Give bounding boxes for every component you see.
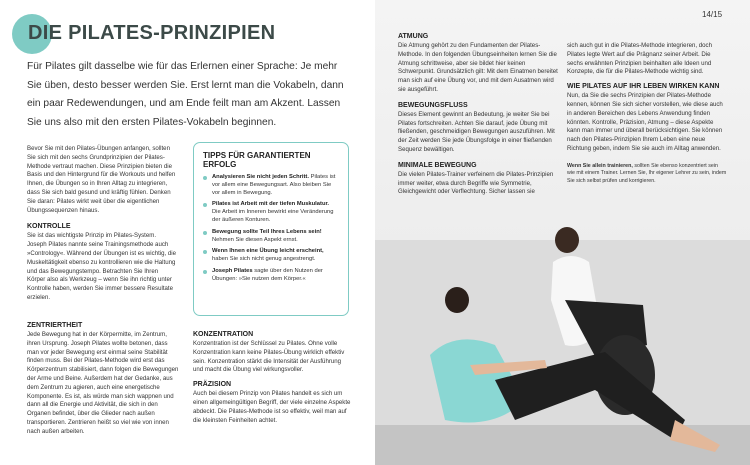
tip-text: Pilates ist vor allem eine Bewegungsart. Also bleiben Sie vor allem in Bewegung. [212,174,336,196]
tip-item [203,248,339,264]
photo-caption [567,163,727,186]
tip-item [203,174,339,197]
minimale-bewegung-text: Die vielen Pilates-Trainer verfeinern die Pilates-Prinzipien immer weiter, etwa durch Begriffe wie Symmetrie, Gleichgewicht oder Verflechtung. Sicher lassen sie [398,170,554,196]
tip-item [203,268,339,284]
kontrolle-text: Sie ist das wichtigste Prinzip im Pilates-System. Joseph Pilates nannte seine Trainingsmethode auch »Contrology«. Während der Übungen ist es wichtig, die Muskeltätigkeit ebenso zu kontrollieren wie die Haltung und das Bewegungstempo. Betrachten Sie Ihren Körper also als Werkzeug – wenn Sie ihn richtig unter Kontrolle haben, werden Sie immer bessere Resultate erzielen. [27,232,177,301]
pilates-integration-text: sich auch gut in die Pilates-Methode integrieren, doch Pilates legte Wert auf die Prägnanz seiner Arbeit. Die sechs erwähnten Prinzipien beinhalten alle Ideen und Konzepte, die für die Pilates-Methode wichtig sind. [567,42,712,76]
tip-text: Die Arbeit im Inneren bewirkt eine Veränderung der äußeren Konturen. [212,209,334,223]
tip-bold: Bewegung sollte Teil Ihres Lebens sein! [212,228,322,235]
heading-minimale-bewegung: MINIMALE BEWEGUNG [398,161,477,169]
heading-praezision: PRÄZISION [193,381,232,389]
page-title: DIE PILATES-PRINZIPIEN [28,22,276,44]
heading-zentrierheit: ZENTRIERTHEIT [27,322,83,329]
left-column [27,145,177,303]
page-number: 14/15 [702,10,723,19]
heading-wie-pilates-wirkt: WIE PILATES AUF IHR LEBEN WIRKEN KANN [567,83,720,91]
tip-bold: Analysieren Sie nicht jeden Schritt. [212,174,309,180]
caption-text: sollten Sie ebenso konzentriert sein wie mit einem Trainer. Lernen Sie, Ihr eigener Lehrer zu sein, indem Sie sich selbst prüfen und korrigieren. [567,162,727,184]
heading-kontrolle: KONTROLLE [27,223,71,231]
wie-pilates-wirkt-text: Nun, da Sie die sechs Prinzipien der Pilates-Methode kennen, können Sie sich sicher vorstellen, wie diese auch in anderen Bereichen des Lebens Anwendung finden könnten. Kontrolle, Präzision, Atmung – diese Aspekte kann man immer und überall berücksichtigen. Sie können nach den Pilates-Prinzipien Ihrem Leben eine neue Richtung geben, indem Sie sie auch im Alltag anwenden. [567,92,723,152]
tip-item [203,201,339,224]
tip-text: haben Sie sich nicht genug angestrengt. [212,256,316,263]
intro-text: Für Pilates gilt dasselbe wie für das Erlernen einer Sprache: Je mehr Sie üben, desto besser werden Sie. Erst lernt man die Vokabeln, dann ein paar Redewendungen, und am Ende feilt man am Akzent. Lassen Sie uns also mit den ersten Pilates-Vokabeln beginnen. [27,61,344,128]
middle-column [193,330,351,425]
tips-box [193,142,349,316]
right-column-1 [398,32,558,197]
tip-bold: Joseph Pilates [212,267,253,274]
right-column-2 [567,42,727,186]
tip-bold: Pilates ist Arbeit mit der tiefen Muskulatur. [212,201,330,208]
atmung-text: Die Atmung gehört zu den Fundamenten der Pilates-Methode. In den folgenden Übungseinheiten lernen Sie die Atmung schrittweise, aber sie bildet hier keinen Schwerpunkt. Grundsätzlich gilt: Mit dem Einatmen bereitet man sich auf eine Übung vor, und mit dem Ausatmen wird sie ausgeführt. [398,42,558,93]
tip-text: Nehmen Sie diesen Aspekt ernst. [212,236,298,243]
konzentration-text: Konzentration ist der Schlüssel zu Pilates. Ohne volle Konzentration kann keine Pilates-Übung wirklich effektiv sein. Konzentration stärkt die Intensität der Ausführung und macht die Übung viel wirkungsvoller. [193,340,345,374]
tip-bold: Wenn Ihnen eine Übung leicht erscheint, [212,248,324,255]
zentrierheit-column [27,331,179,437]
bewegungsfluss-text: Dieses Element gewinnt an Bedeutung, je weiter Sie bei Pilates fortschreiten. Achten Sie darauf, jede Übung mit fließenden, geschmeidigen Bewegungen auszuführen. Mit der Zeit werden Sie jede Übungsfolge in einer fließenden Sequenz bewältigen. [398,110,555,153]
praezision-text: Auch bei diesem Prinzip von Pilates handelt es sich um einen allgemeingültigen Begriff, der viele einzelne Aspekte abdeckt. Die Pilates-Methode ist so effektiv, weil man auf die kleinsten Feinheiten achtet. [193,390,351,424]
left-intro-paragraph: Bevor Sie mit den Pilates-Übungen anfangen, sollten Sie sich mit den sechs Grundprinzipien der Pilates-Methode vertraut machen. Diese Prinzipien bieten die Basis und den Hintergrund für die Workouts und helfen Ihnen, die Übungen so in Ihren Alltag zu integrieren, dass Sie sich bald gesund und kräftig fühlen. Denken Sie daran: Pilates wirkt weit über die eigentlichen Übungssequenzen hinaus. [27,145,176,214]
zentrierheit-text: Jede Bewegung hat in der Körpermitte, im Zentrum, ihren Ursprung. Joseph Pilates wollte betonen, dass man vor jeder Bewegung erst einmal seine Stabilität finden muss. Bei der Pilates-Methode wird erst das Körperzentrum stabilisiert, dann folgen die Bewegungen der Arme und Beine. Außerdem hat der Gedanke, aus dem Zentrum zu agieren, auch eine energetische Komponente. Es ist, als würde man sich wappnen und dann all die Energie und Aktivität, die sich in den Organen befindet, über die Glieder nach außen transportieren. Zentrieren heißt so viel wie von innen nach außen arbeiten. [27,331,179,435]
caption-bold: Wenn Sie allein trainieren, [567,162,633,169]
heading-bewegungsfluss: BEWEGUNGSFLUSS [398,101,468,109]
tips-title: TIPPS FÜR GARANTIERTEN ERFOLG [203,151,311,169]
heading-konzentration: KONZENTRATION [193,331,254,338]
tip-item [203,229,339,245]
heading-atmung: ATMUNG [398,33,429,40]
tip-text: sagte über den Nutzen der Übungen: »Sie nutzen dem Körper.« [212,267,323,282]
